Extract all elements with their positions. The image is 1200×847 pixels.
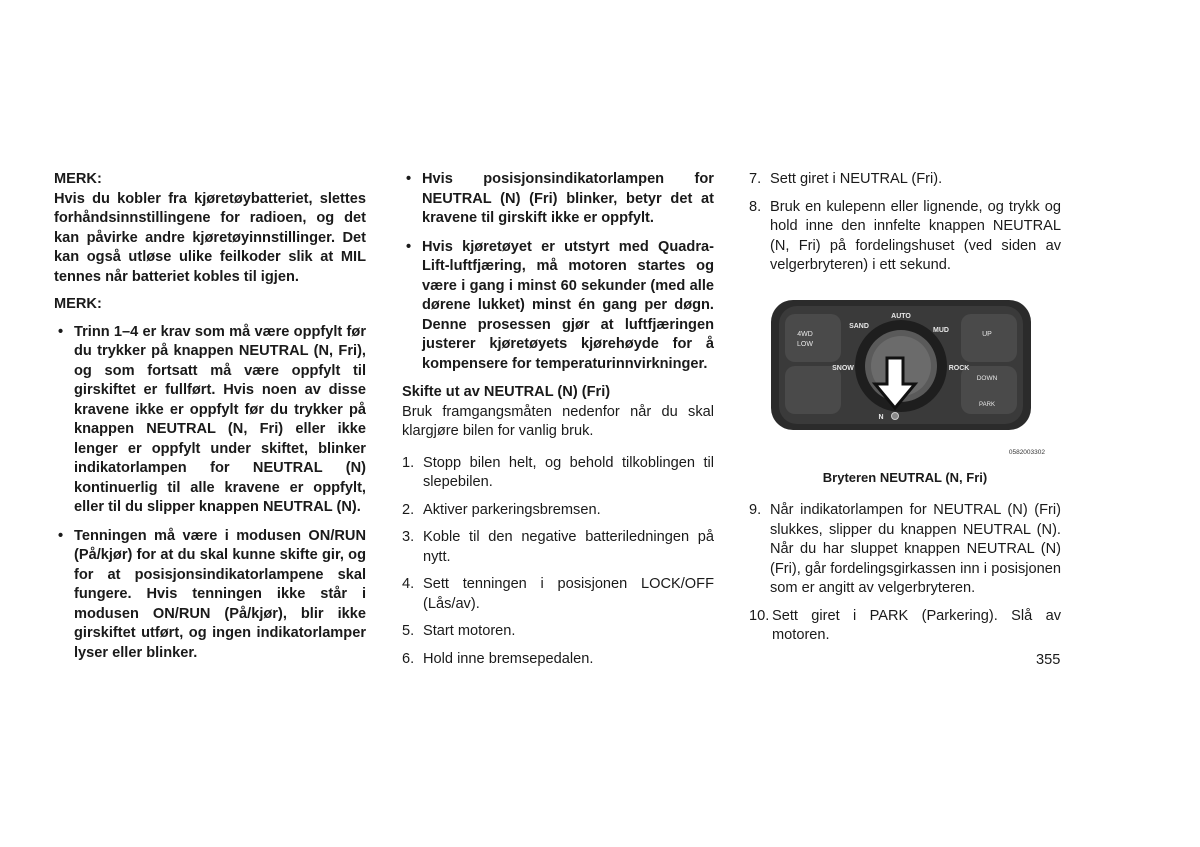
button-label-low: LOW <box>797 340 813 348</box>
step-item <box>749 607 1061 646</box>
figure-caption: Bryteren NEUTRAL (N, Fri) <box>822 469 988 485</box>
step-number: 5. <box>402 623 415 639</box>
bullet-dot: • <box>58 323 64 340</box>
step-item <box>749 198 1061 276</box>
step-text: Sett giret i NEUTRAL (Fri). <box>770 171 943 187</box>
mode-label-rock: ROCK <box>948 364 970 372</box>
mode-label-mud: MUD <box>933 326 949 334</box>
step-text: Når indikatorlampen for NEUTRAL (N) (Fri) slukkes, slipper du knappen NEUTRAL (N). Når du har sluppet knappen NEUTRAL (N) (Fri), går fordelingsgirkassen inn i posisjonen som er angitt av velgerbryteren. <box>770 502 1061 596</box>
bullet-text: Tenningen må være i modusen ON/RUN (På/kjør) for at du skal kunne skifte gir, og for at posisjonsindikatorlampene skal fungere. Hvis tenningen ikke står i modusen ON/RUN (På/kjør), blir ikke girskiftet utført, og ingen indikatorlamper lyser eller blinker. <box>74 527 366 661</box>
step-number: 7. <box>749 171 762 187</box>
column-right <box>749 170 1061 654</box>
hill-descent-button <box>785 366 841 414</box>
column-middle <box>402 170 714 677</box>
bullet-dot: • <box>406 238 412 255</box>
section-intro: Bruk framgangsmåten nedenfor når du skal klargjøre bilen for vanlig bruk. <box>402 403 714 439</box>
button-label-park: PARK <box>979 401 995 408</box>
step-text: Start motoren. <box>423 623 516 639</box>
step-number: 8. <box>749 198 762 215</box>
step-number: 10. <box>749 607 770 624</box>
step-number: 9. <box>749 502 762 518</box>
step-item <box>402 528 714 567</box>
step-number: 4. <box>402 576 415 592</box>
step-item <box>402 501 714 521</box>
page-number: 355 <box>1036 652 1061 668</box>
figure-code: 0582003302 <box>1008 448 1045 456</box>
column-left <box>54 170 366 672</box>
mode-label-auto: AUTO <box>891 312 911 320</box>
step-text: Hold inne bremsepedalen. <box>423 650 594 667</box>
bullet-item <box>402 238 714 375</box>
step-item <box>749 170 1061 190</box>
step-text: Koble til den negative batteriledningen på nytt. <box>423 529 714 565</box>
button-label-up: UP <box>982 330 992 338</box>
step-item <box>749 501 1061 599</box>
button-label-4wd: 4WD <box>797 330 813 338</box>
step-item <box>402 622 714 642</box>
bullet-dot: • <box>406 171 412 187</box>
step-number: 2. <box>402 501 415 518</box>
bullet-item <box>402 170 714 229</box>
bullet-text: Hvis posisjonsindikatorlampen for NEUTRAL (N) (Fri) blinker, betyr det at kravene til girskift ikke er oppfylt. <box>422 171 714 226</box>
neutral-switch-figure <box>765 296 1051 462</box>
bullet-item <box>54 323 366 518</box>
step-text: Sett tenningen i posisjonen LOCK/OFF (Lås/av). <box>423 576 714 612</box>
bullet-text: Trinn 1–4 er krav som må være oppfylt før du trykker på knappen NEUTRAL (N, Fri), og som fortsatt må være oppfylt til girskiftet er fullført. Hvis noen av disse kravene ikke er oppfylt før du trykker på knappen NEUTRAL (N, Fri) eller ikke lenger er oppfylt under skiftet, blinker indikatorlampen for NEUTRAL (N) kontinuerlig til alle kravene er oppfylt, eller til du slipper knappen NEUTRAL (N). <box>74 323 366 515</box>
mode-label-sand: SAND <box>849 322 869 330</box>
neutral-switch-illustration <box>765 296 1051 462</box>
step-number: 1. <box>402 454 415 471</box>
neutral-button-recess <box>892 412 899 419</box>
note-heading-2: MERK: <box>54 296 102 312</box>
bullet-text: Hvis kjøretøyet er utstyrt med Quadra-Lift-luftfjæring, må motoren startes og være i gang i minst 60 sekunder (med alle dørene lukket) minst én gang per døgn. Denne prosessen gjør at luftfjæringen justerer kjøretøyets kjørehøyde for å kompensere for temperaturinnvirkninger. <box>422 238 714 372</box>
bullet-dot: • <box>58 527 64 544</box>
4wd-low-button <box>785 314 841 362</box>
step-item <box>402 650 714 670</box>
step-text: Stopp bilen helt, og behold tilkoblingen til slepebilen. <box>423 454 714 490</box>
button-label-down: DOWN <box>976 374 998 382</box>
step-item <box>402 575 714 614</box>
neutral-label: N <box>878 413 884 421</box>
step-text: Sett giret i PARK (Parkering). Slå av motoren. <box>772 607 1061 643</box>
ride-height-up-button <box>961 314 1017 362</box>
note-text: Hvis du kobler fra kjøretøybatteriet, slettes forhåndsinnstillingene for radioen, og det kan påvirke andre kjøretøyinnstillinger. Det kan også utløse ulike feilkoder slik at MIL tennes når batteriet kobles til igjen. <box>54 190 366 285</box>
step-number: 6. <box>402 650 415 667</box>
step-text: Bruk en kulepenn eller lignende, og trykk og hold inne den innfelte knappen NEUTRAL (N, Fri) på fordelingshuset (ved siden av velgerbryteren) i ett sekund. <box>770 198 1061 273</box>
step-number: 3. <box>402 529 415 545</box>
note-heading: MERK: <box>54 171 102 187</box>
step-item <box>402 454 714 493</box>
bullet-item <box>54 527 366 664</box>
section-heading: Skifte ut av NEUTRAL (N) (Fri) <box>402 384 611 400</box>
mode-label-snow: SNOW <box>832 364 854 372</box>
step-text: Aktiver parkeringsbremsen. <box>423 501 601 518</box>
